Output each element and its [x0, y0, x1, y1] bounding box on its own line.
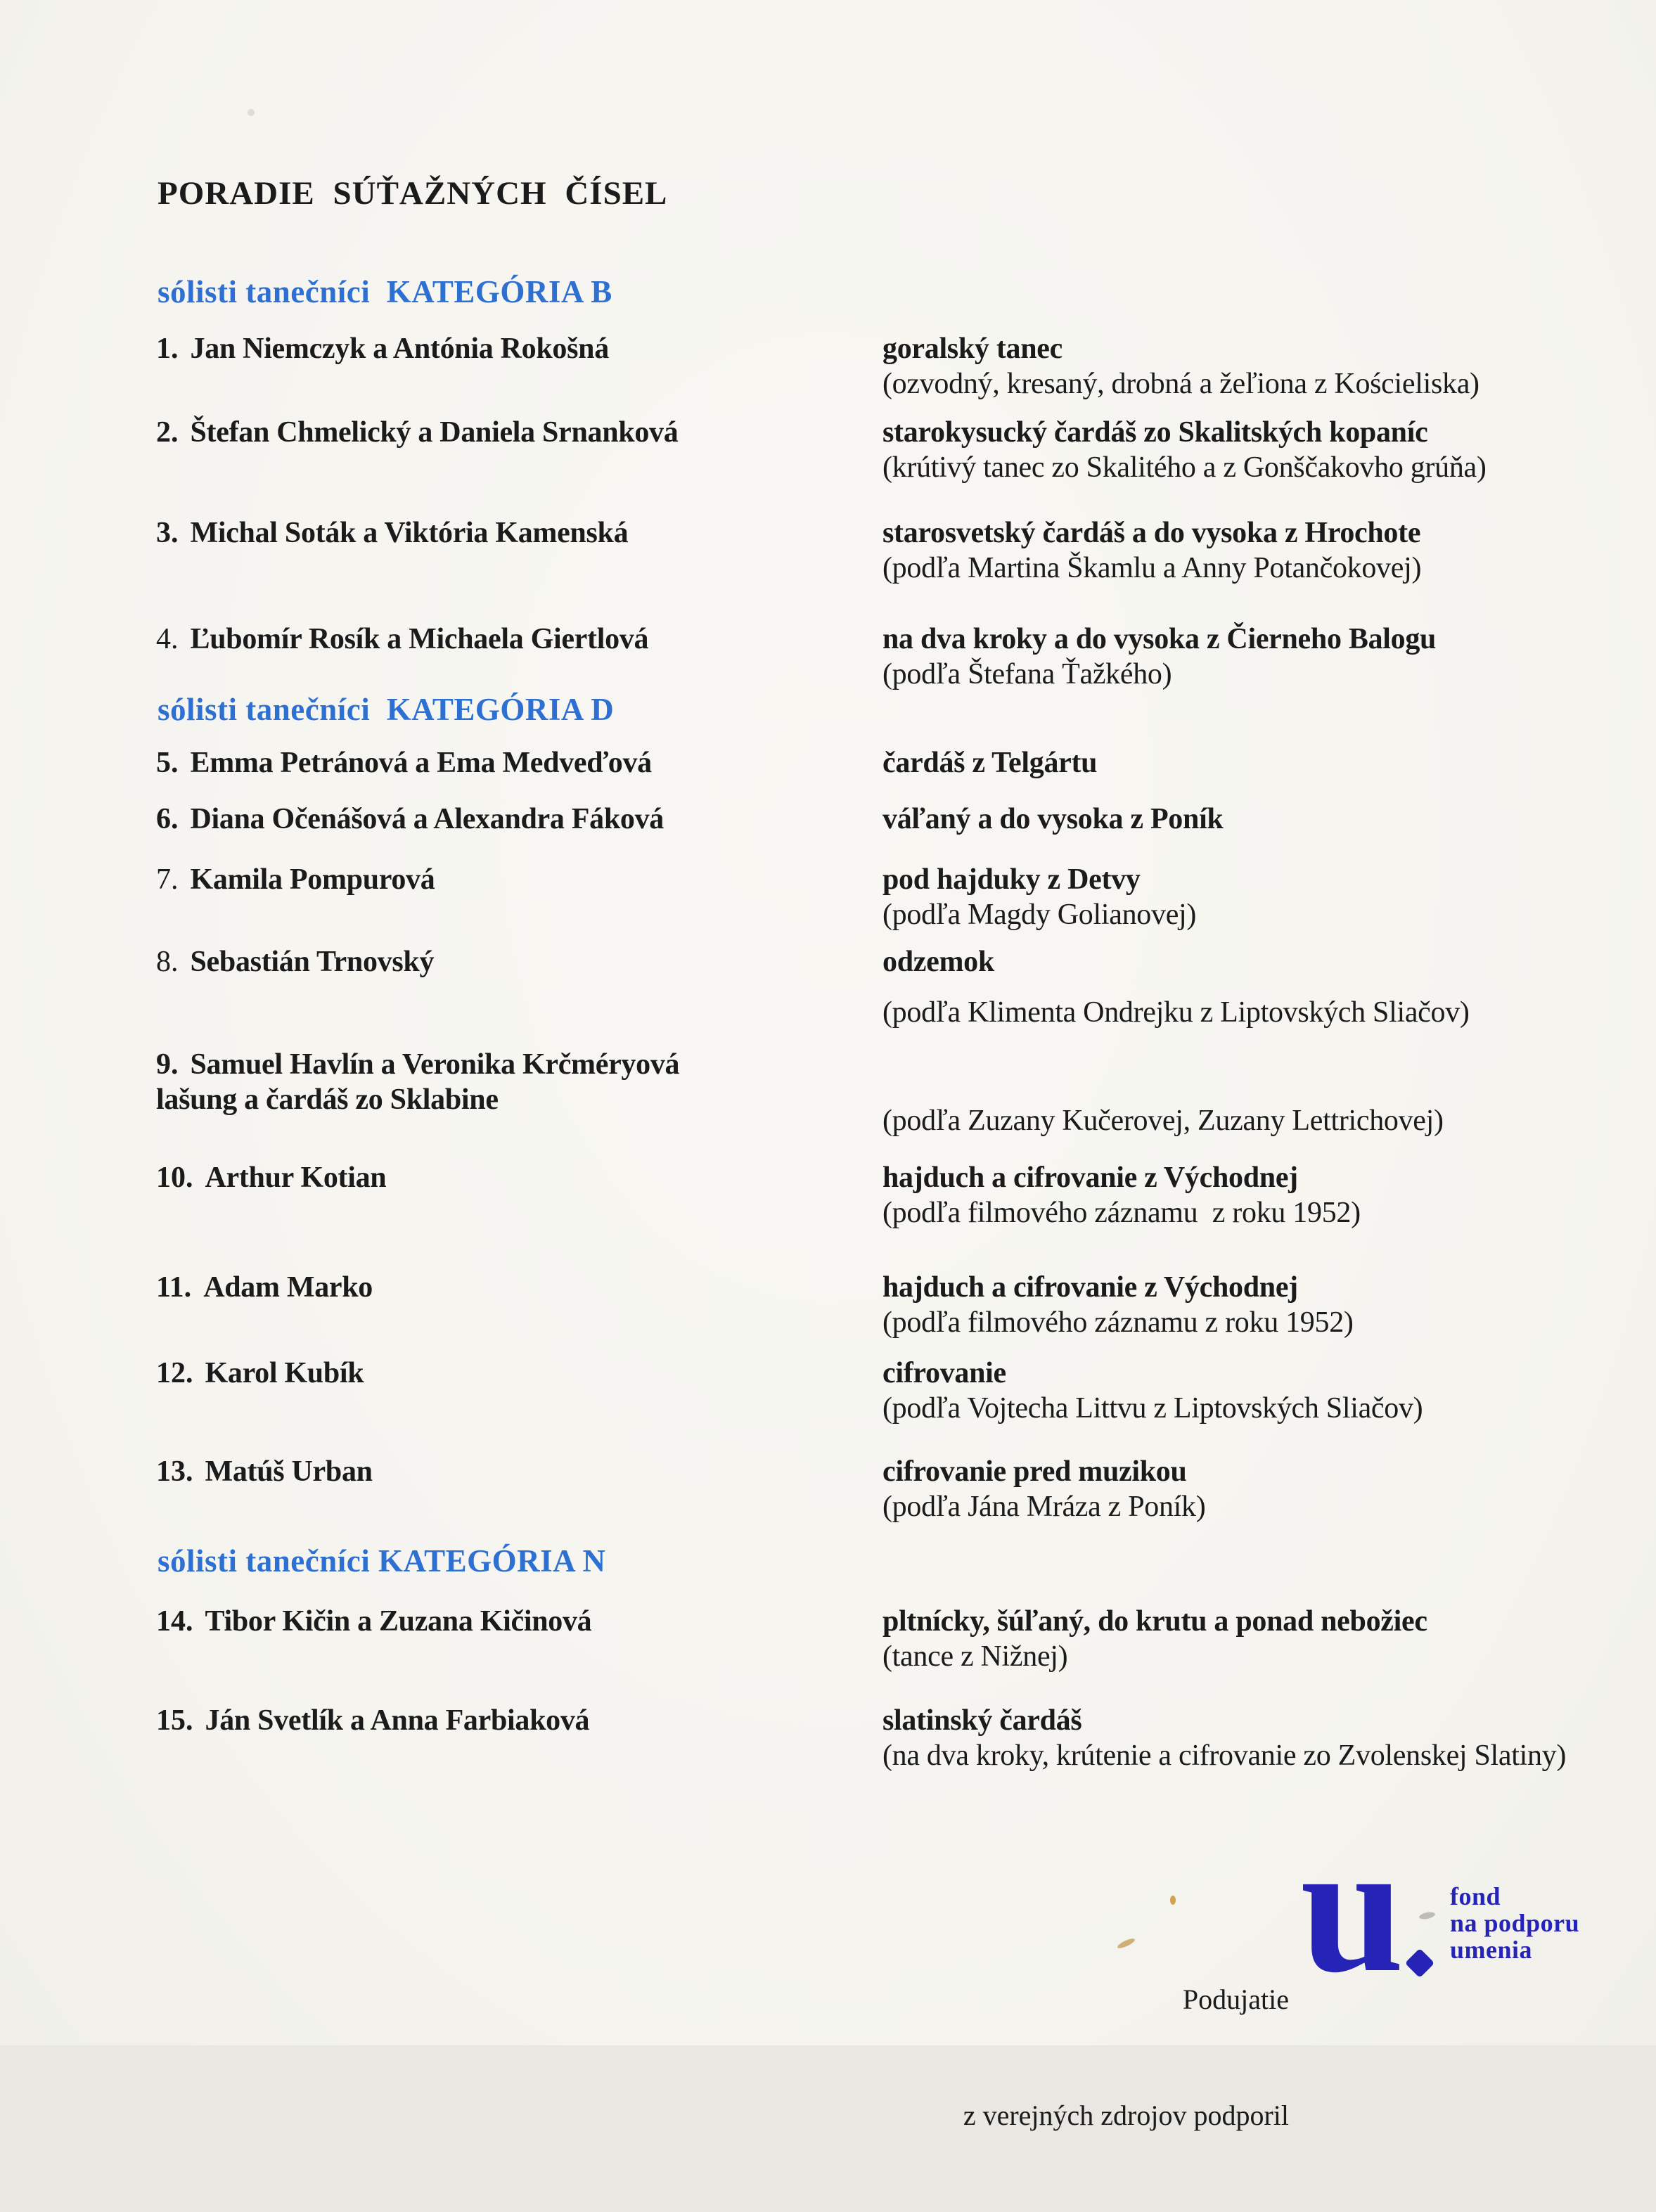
fpu-logo-dot-icon: [1405, 1948, 1434, 1978]
entry-dance: cifrovanie pred muzikou: [882, 1455, 1187, 1488]
entry-right-cell: [882, 1703, 1566, 1773]
entry-names: Arthur Kotian: [205, 1162, 387, 1194]
section-header-kategoria-n: sólisti tanečníci KATEGÓRIA N: [158, 1543, 606, 1578]
entry-note: (podľa Martina Škamlu a Anny Potančokovej): [882, 552, 1422, 584]
entry-dance: goralský tanec: [882, 333, 1063, 365]
entry-dance: váľaný a do vysoka z Poník: [882, 803, 1224, 835]
entry-note: (podľa Štefana Ťažkého): [882, 658, 1172, 690]
entry-names: Matúš Urban: [205, 1455, 373, 1488]
entry-names: Štefan Chmelický a Daniela Srnanková: [190, 416, 679, 449]
page-title: PORADIE SÚŤAŽNÝCH ČÍSEL: [158, 175, 668, 212]
entry-left-cell: [156, 622, 648, 657]
entry-right-cell: [882, 331, 1480, 401]
entry-number: 8.: [156, 946, 179, 978]
entry-dance: cifrovanie: [882, 1357, 1006, 1389]
entry-number: 4.: [156, 623, 179, 655]
entry-number: 7.: [156, 863, 179, 896]
entry-note: (na dva kroky, krútenie a cifrovanie zo Zvolenskej Slatiny): [882, 1740, 1567, 1772]
entry-names: Emma Petránová a Ema Medveďová: [190, 747, 652, 779]
entry-note: (ozvodný, kresaný, drobná a žeľiona z Kościeliska): [882, 368, 1480, 400]
entry-number: 3.: [156, 517, 179, 549]
entry-dance: odzemok: [882, 946, 994, 978]
entry-right-cell: [882, 622, 1436, 692]
entry-dance: pod hajduky z Detvy: [882, 863, 1141, 896]
entry-left-cell: [156, 802, 664, 837]
entry-left-cell: [156, 1160, 386, 1195]
entry-right-cell: [882, 862, 1196, 932]
scan-speck: [1170, 1896, 1176, 1905]
entry-number: 5.: [156, 747, 179, 779]
entry-note: (podľa filmového záznamu z roku 1952): [882, 1306, 1354, 1339]
entry-left-cell: [156, 1356, 364, 1391]
entry-dance: lašung a čardáš zo Sklabine: [156, 1084, 499, 1116]
entry-note: (podľa Vojtecha Littvu z Liptovských Sliačov): [882, 1392, 1423, 1425]
entry-names: Kamila Pompurová: [190, 863, 435, 896]
entry-left-cell: [156, 1454, 373, 1489]
entry-dance: pltnícky, šúľaný, do krutu a ponad nebožiec: [882, 1605, 1427, 1638]
entry-names: Karol Kubík: [205, 1357, 364, 1389]
entry-names: Diana Očenášová a Alexandra Fáková: [190, 803, 665, 835]
entry-number: 15.: [156, 1704, 193, 1737]
entry-left-cell: [156, 515, 628, 551]
fpu-logo-text: [1450, 1883, 1579, 1963]
entry-names: Jan Niemczyk a Antónia Rokošná: [190, 333, 609, 365]
section-header-kategoria-b: sólisti tanečníci KATEGÓRIA B: [158, 274, 612, 309]
entry-note: (krútivý tanec zo Skalitého a z Gonščakovho grúňa): [882, 451, 1487, 484]
entry-left-cell: [156, 331, 609, 366]
entry-number: 11.: [156, 1271, 192, 1304]
entry-right-cell: [882, 1356, 1423, 1426]
scan-speck: [248, 109, 255, 116]
entry-dance: na dva kroky a do vysoka z Čierneho Balogu: [882, 623, 1437, 655]
entry-names: Ján Svetlík a Anna Farbiaková: [205, 1704, 590, 1737]
entry-number: 14.: [156, 1605, 193, 1638]
entry-dance: starosvetský čardáš a do vysoka z Hrochote: [882, 517, 1421, 549]
entry-note: (podľa Jána Mráza z Poník): [882, 1491, 1206, 1523]
scan-speck: [1418, 1911, 1435, 1921]
entry-names: Ľubomír Rosík a Michaela Giertlová: [190, 623, 649, 655]
section-header-kategoria-d: sólisti tanečníci KATEGÓRIA D: [158, 692, 615, 727]
entry-number: 2.: [156, 416, 179, 449]
entry-names: Samuel Havlín a Veronika Krčméryová: [190, 1048, 680, 1081]
entry-dance: hajduch a cifrovanie z Východnej: [882, 1271, 1298, 1304]
fpu-logo-line-1: fond: [1450, 1882, 1501, 1910]
entry-number: 13.: [156, 1455, 193, 1488]
fpu-logo-line-3: umenia: [1450, 1936, 1533, 1964]
entry-dance: čardáš z Telgártu: [882, 747, 1098, 779]
entry-right-cell: [882, 1270, 1354, 1340]
entry-right-cell: [882, 1047, 1444, 1138]
entry-note: (podľa filmového záznamu z roku 1952): [882, 1197, 1361, 1229]
entry-number: 10.: [156, 1162, 193, 1194]
credit-line-1: Podujatie: [1182, 1983, 1289, 2015]
entry-right-cell: [882, 1604, 1427, 1674]
entry-note: (podľa Zuzany Kučerovej, Zuzany Lettrichovej): [882, 1105, 1444, 1137]
entry-number: 1.: [156, 333, 179, 365]
entry-number: 6.: [156, 803, 179, 835]
footer-credit: [963, 1903, 1289, 2212]
entry-names: Michal Soták a Viktória Kamenská: [190, 517, 629, 549]
entry-dance: slatinský čardáš: [882, 1704, 1082, 1737]
entry-left-cell: [156, 1047, 679, 1117]
entry-right-cell: [882, 515, 1421, 586]
entry-dance: starokysucký čardáš zo Skalitských kopaníc: [882, 416, 1428, 449]
entry-names: Sebastián Trnovský: [190, 946, 435, 978]
entry-number: 12.: [156, 1357, 193, 1389]
entry-left-cell: [156, 944, 434, 979]
entry-names: Adam Marko: [203, 1271, 373, 1304]
entry-right-cell: [882, 745, 1097, 780]
entry-note: (podľa Magdy Golianovej): [882, 899, 1197, 931]
entry-note: (podľa Klimenta Ondrejku z Liptovských Sliačov): [882, 996, 1470, 1029]
entry-number: 9.: [156, 1048, 179, 1081]
entry-left-cell: [156, 1604, 591, 1639]
entry-right-cell: [882, 1454, 1205, 1524]
fpu-logo-letter: u: [1300, 1803, 1404, 2011]
credit-line-2: z verejných zdrojov podporil: [963, 2100, 1289, 2131]
entry-left-cell: [156, 415, 678, 450]
entry-left-cell: [156, 745, 652, 780]
entry-right-cell: [882, 944, 1470, 1030]
entry-note: (tance z Nižnej): [882, 1640, 1068, 1673]
entry-right-cell: [882, 802, 1224, 837]
entry-right-cell: [882, 1160, 1361, 1230]
entry-dance: hajduch a cifrovanie z Východnej: [882, 1162, 1298, 1194]
entry-left-cell: [156, 1270, 373, 1305]
entry-names: Tibor Kičin a Zuzana Kičinová: [205, 1605, 592, 1638]
entry-left-cell: [156, 862, 435, 897]
entry-left-cell: [156, 1703, 589, 1738]
entry-right-cell: [882, 415, 1487, 485]
fpu-logo-line-2: na podporu: [1450, 1909, 1580, 1937]
